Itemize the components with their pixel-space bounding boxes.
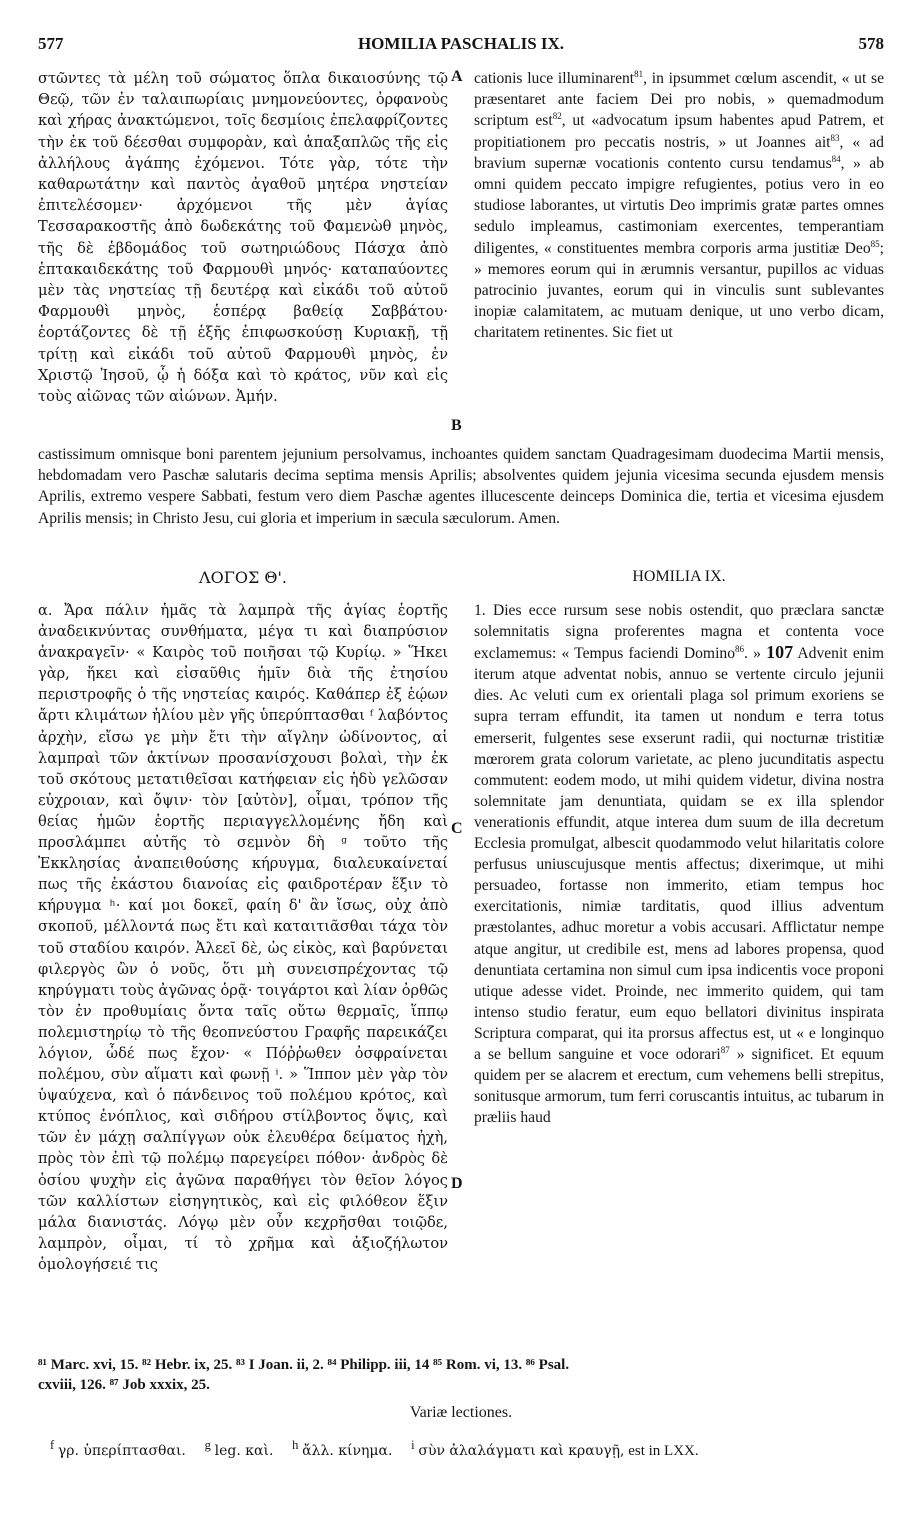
margin-mark-a: A [451,68,463,85]
footnote-ref: 86 [735,644,744,654]
latin-column-lower [474,600,884,1128]
footnote-ref: 85 [870,238,880,249]
variant-mark: h [292,1438,299,1452]
footnote-ref: 81 [634,68,644,79]
footnote-ref: 83 [830,132,840,143]
variant-mark: i [411,1438,415,1452]
greek-column-lower [38,600,448,1275]
variant-reading: ἄλλ. κίνημα. [302,1443,393,1459]
greek-section-title: ΛΟΓΟΣ Θ'. [199,568,287,587]
latin-text-segment: , ut «advocatum ipsum habentes apud Patrem, et propitiationem pro peccatis nostris, » ut Joannes ait [474,112,884,151]
variant-mark: f [50,1438,55,1452]
footnote-ref: 87 [720,1044,730,1055]
latin-text-segment: , in ipsummet cœlum ascendit, « ut se præsentaret ante faciem Dei pro nobis, » quemadmodum scriptum est [474,70,884,130]
margin-mark-c: C [451,820,463,837]
variant-reading: γρ. ὑπερίπτασθαι. [57,1443,186,1459]
latin-text-segment: Advenit enim iterum atque adventat nobis, annuo se vertente circulo jejunii dies. Ac veluti cum ex orientali plaga sol primum exoriens se supra terram effundit, ita tamen ut nondum e terra totus emerserit, fulgentes sese exserunt radii, qui nocturnæ tristitiæ mœrorem grata colorum varietate, ac pleno jucunditatis aspectu commutent: eodem modo, ut mihi quidem videtur, divina nostra solemnitate jam denuntiata, quidam se ex illa splendor venerationis effundit, atque interea dum suum de illa decretum Ecclesia promulgat, albescit quodammodo velut hilaritatis colore perfusus uniuscujusque mentis affectus; dixerimque, ut mihi persuadeo, fortasse non immerito, etiam tempus hoc exercitationis, nimiæ tarditatis, quod illius adventum præstolantes, adhuc moretur a vobis accusari. Afflictatur nempe atque angitur, ut credibile est, mens ad labores propensa, quod denuntiata certamina non simul cum ipsa indicentis voce proponi utique adesse videt. Proinde, nec immerito quidem, qui tam intenso studio feratur, eum equo bellatori divinitus inspirata Scriptura comparat, qui ita prorsus affectus est, ut « e longinquo a se bellum sanguine et voce odorari [474,645,885,1063]
latin-section-title: HOMILIA IX. [632,568,726,585]
page-number-left: 577 [38,34,64,53]
latin-text-segment: 1. Dies ecce rursum sese nobis ostendit, quo præclara sanctæ solemnitatis signa proferentes magna et contenta voce exclamemus: « Tempus faciendi Domino [474,602,884,663]
latin-column-upper [474,68,884,344]
footnote-line: cxviii, 126. ⁸⁷ Job xxxix, 25. [38,1377,210,1393]
footnotes [38,1355,884,1395]
latin-text-segment: ; » memores eorum qui in ærumnis versantur, pupillos ac viduas patrocinio juvantes, eorum qui in vinculis sunt sublevantes inopiæ calamitatem, ac mutuam denique, ut uno verbo dicam, charitatem retinentes. Sic fiet ut [474,239,884,342]
variae-lectiones [50,1438,890,1460]
footnote-ref: 84 [831,153,841,164]
variant-mark: g [204,1438,211,1452]
variant-reading: σὺν ἀλαλάγματι καὶ κραυγῇ, [418,1443,625,1459]
margin-mark-d: D [451,1175,463,1192]
latin-text-segment: . » [744,645,761,663]
latin-fullwidth-paragraph: castissimum omnisque boni parentem jejunium persolvamus, inchoantes quidem sanctam Quadragesimam duodecima Martii mensis, hebdomadam vero Paschæ salutaris decima septima mensis Aprilis; absolventes quidem jejunia vicesima secunda ejusdem mensis Aprilis, extremo vespere Sabbati, festum vero diem Paschæ agentes illucescente deinceps Dominica die, tertia et vicesima ejusdem Aprilis mensis; in Christo Jesu, cui gloria et imperium in sæcula sæculorum. Amen. [38,446,884,527]
running-header [38,34,884,58]
variant-note: est in LXX. [628,1443,699,1459]
margin-mark-b: B [451,417,462,434]
variae-lectiones-title: Variæ lectiones. [409,1404,513,1421]
latin-paragraph-lower [474,600,884,1128]
latin-paragraph-upper [474,68,884,344]
latin-text-segment: , » ab omni quidem peccato impigre refugientes, potius vero in eo studiose laborantes, ut virtutis Deo imprimis gratæ partes omnes sedulo impleamus, castimoniam exercentes, temperantiam diligentes, « constituentes membra corporis arma justitiæ Deo [474,154,884,257]
greek-paragraph-upper: στῶντες τὰ μέλη τοῦ σώματος ὅπλα δικαιοσύνης τῷ Θεῷ, τῶν ἐν ταλαιπωρίαις μνημονεύοντες, ὀρφανοὺς καὶ χήρας ἀνακτώμενοι, τοῖς δεσμίοις ἐπελαφρίζοντες τὴν ἐκ τοῦ δέεσθαι συμφορὰν, καὶ ἁπαξαπλῶς τῆς εἰς ἀλλήλους ἀγάπης ἐχόμενοι. Τότε γὰρ, τότε τὴν καθαρωτάτην καὶ παντὸς ἀγαθοῦ μητέρα νηστείαν ἐπιτελέσομεν· ἀρχόμενοι τῆς μὲν ἁγίας Τεσσαρακοστῆς ἀπὸ δωδεκάτης τοῦ Φαμενὼθ μηνὸς, τῆς δὲ ἑβδομάδος τοῦ σωτηριώδους Πάσχα ἀπὸ ἑπτακαιδεκάτης τοῦ Φαρμουθὶ μηνός· καταπαύοντες μὲν τὰς νηστείας τῇ δευτέρᾳ καὶ εἰκάδι τοῦ αὐτοῦ Φαρμουθὶ μηνὸς, ἑσπέρᾳ βαθείᾳ Σαββάτου· ἑορτάζοντες δὲ τῇ ἑξῆς ἐπιφωσκούσῃ Κυριακῇ, τῇ τρίτῃ καὶ εἰκάδι τοῦ αὐτοῦ Φαρμουθὶ μηνὸς, ἐν Χριστῷ Ἰησοῦ, ᾧ ἡ δόξα καὶ τὸ κράτος, νῦν καὶ εἰς τοὺς αἰῶνας τῶν αἰώνων. Ἀμήν. [38,70,448,406]
latin-text-segment: » significet. Et equum quidem per se alacrem et erectum, cum vehemens belli strepitus, sonitusque armorum, tum ferri coruscantis intuitus, ac tubarum in præliis haud [474,1045,884,1127]
latin-text-segment: , « ad bravium supernæ vocationis contento cursu tendamus [474,133,884,172]
greek-column-upper [38,68,448,407]
running-title: HOMILIA PASCHALIS IX. [357,34,565,53]
page-number-right: 578 [858,34,884,53]
variant-reading: leg. καὶ. [214,1443,274,1459]
latin-text-segment: cationis luce illuminarent [474,70,635,87]
footnote-line: ⁸¹ Marc. xvi, 15. ⁸² Hebr. ix, 25. ⁸³ I Joan. ii, 2. ⁸⁴ Philipp. iii, 14 ⁸⁵ Rom. vi, 13. ⁸⁶ Psal. [38,1357,570,1373]
page-reference-number: 107 [766,642,794,663]
footnote-ref: 82 [552,111,562,122]
greek-paragraph-lower: α. Ἄρα πάλιν ἡμᾶς τὰ λαμπρὰ τῆς ἁγίας ἑορτῆς ἀναδεικνύντας συνθήματα, μέγα τι καὶ διαπρύσιον ἀνακραγεῖν· « Καιρὸς τοῦ ποιῆσαι τῷ Κυρίῳ. » Ἥκει γὰρ, ἥκει καὶ εἰσαῦθις ἡμῖν διὰ τῆς ἐτησίου περιστροφῆς ὁ τῆς νηστείας καιρός. Καθάπερ ἐξ ἑῴων ἄρτι κλιμάτων ἡλίου μὲν γῆς ὑπερύπτασθαι ᶠ λαβόντος ἀρχὴν, εἴσω γε μὴν ἔτι τὴν αἴγλην ὠδίνοντος, αἱ λαμπραὶ τῶν ἀκτίνων προσανίσχουσι βολαὶ, τὴν ἐκ τοῦ σκότους μετατιθεῖσαι κατήφειαν εἰς ἡδὺ γελῶσαν εὐχροιαν, καὶ ὄψιν· τὸν [αὐτὸν], οἶμαι, τρόπον τῆς θείας ἡμῶν ἑορτῆς περιαγγελλομένης ἤδη καὶ προσλάμπει αὐτῆς τὸ σεμνὸν δὴ ᵍ τοῦτο τῆς Ἐκκλησίας ἀναπειθούσης κήρυγμα, διαλευκαίνεταί πως τῆς ἑκάστου διανοίας εἰς φαιδροτέραν ἕξιν τὸ κήρυγμα ʰ· καί μοι δοκεῖ, φαίη δ' ἂν ἴσως, οὐχ ἀπὸ σκοποῦ, μέλλοντά πως ἔτι καὶ καταιτιᾶσθαι τάχα τὸν τοῦ σταδίου καιρόν. Ἀλεεῖ δὲ, ὡς εἰκὸς, καὶ βαρύνεται φιλεργὸς ὢν ὁ νοῦς, ὅτι μὴ συνεισπρέχοντας τῷ κηρύγματι τοὺς ἀγῶνας ὁρᾷ· τοιγάρτοι καὶ λίαν ὀρθῶς τὸν ἐν προθυμίαις ὄντα ταῖς οὕτω θερμαῖς, ἵππῳ πολεμιστηρίῳ τὸ τῆς θεοπνεύστου Γραφῆς παρεικάζει λόγιον, ὧδέ πως ἔχον· « Πόῤῥωθεν ὀσφραίνεται πολέμου, σὺν αἵματι καὶ φωνῇ ⁱ. » Ἵππον μὲν γὰρ τὸν ὑψαύχενα, καὶ ὁ πάνδεινος τοῦ πολέμου κρότος, καὶ κτύπος ἐνόπλιος, καὶ σιδήρου στίλβοντος ὄψις, καὶ τῶν ἐν μάχῃ σαλπίγγων οὐκ ἐλευθέρα δείματος ἠχὴ, πρὸς τὸν ἐπὶ τῷ πολέμῳ παρεγείρει πόθον· ἀνδρὸς δὲ ὁσίου ψυχὴν εἰς ἀγῶνα παραθήγει τὸν θεῖον λόγος τῶν καλλίστων εἰσηγητικὸς, καὶ εἰς φιλόθεον ἕξιν μάλα διανιστάς. Λόγῳ μὲν οὖν κεχρῆσθαι τοιῷδε, λαμπρὸν, οἶμαι, τί τὸ χρῆμα καὶ ἀξιοζήλωτον ὁμολογήσειέ τις [38,602,448,1273]
